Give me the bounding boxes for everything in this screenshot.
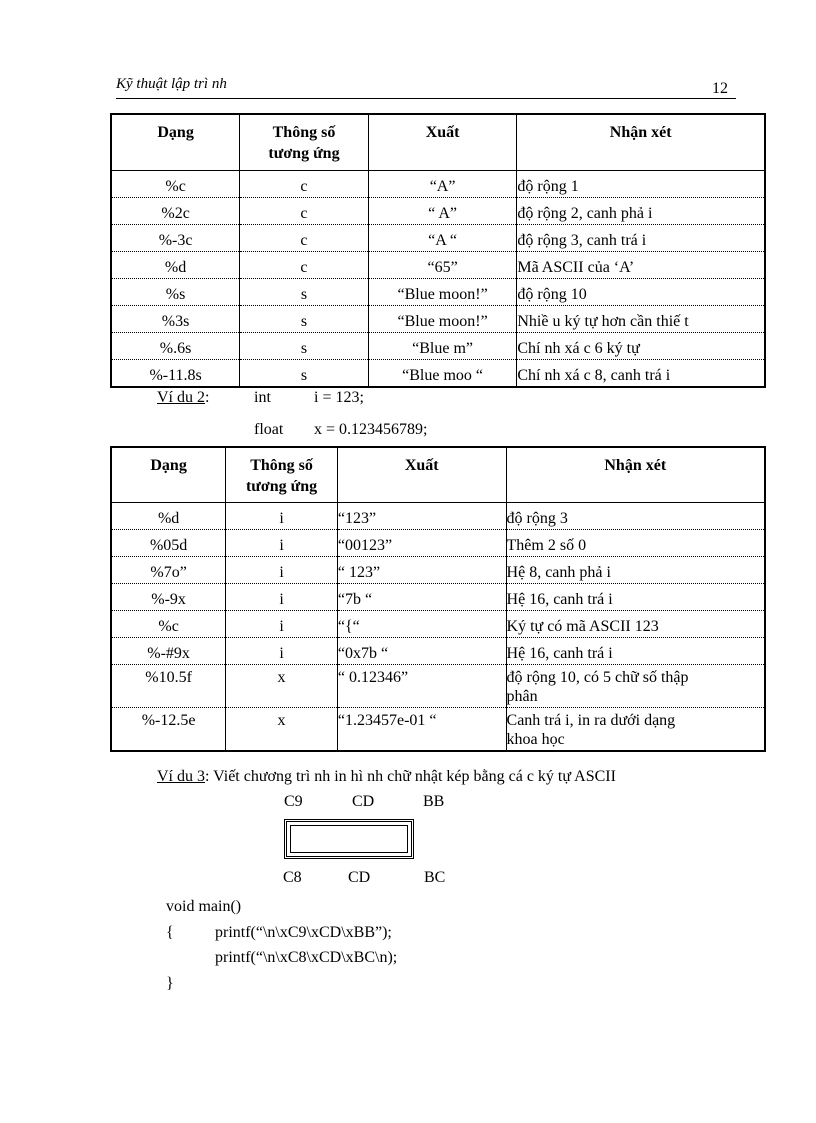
example2-int-type: int xyxy=(254,389,271,406)
table-row xyxy=(111,502,765,529)
double-border-inner xyxy=(290,825,408,853)
table-cell: i xyxy=(226,637,338,664)
table-row xyxy=(111,664,765,707)
table-cell: %10.5f xyxy=(111,664,226,707)
table-cell: Chí nh xá c 8, canh trá i xyxy=(517,359,765,387)
table-row xyxy=(111,305,765,332)
table-cell: “ A” xyxy=(368,197,517,224)
table-row xyxy=(111,170,765,197)
table-cell: i xyxy=(226,556,338,583)
example3-heading xyxy=(157,768,616,786)
table-cell: %7o” xyxy=(111,556,226,583)
box-bottom-middle-code: CD xyxy=(348,869,371,886)
table-cell: độ rộng 10, có 5 chữ số thập phân xyxy=(506,664,765,707)
table-cell: Hệ 16, canh trá i xyxy=(506,637,765,664)
example2-heading xyxy=(157,389,209,407)
table-cell: “123” xyxy=(337,502,506,529)
table-cell: s xyxy=(240,278,369,305)
example2-float-type: float xyxy=(254,421,284,438)
table-cell: i xyxy=(226,529,338,556)
table-cell: Hệ 16, canh trá i xyxy=(506,583,765,610)
example2-float-decl: x = 0.123456789; xyxy=(314,421,428,438)
table-cell: x xyxy=(226,707,338,751)
table-cell: “A “ xyxy=(368,224,517,251)
table-cell: s xyxy=(240,359,369,387)
table-row xyxy=(111,251,765,278)
table-cell: x xyxy=(226,664,338,707)
table2-header-output: Xuất xyxy=(337,447,506,502)
table-cell: độ rộng 2, canh phả i xyxy=(517,197,765,224)
table-cell: “1.23457e-01 “ xyxy=(337,707,506,751)
table-row xyxy=(111,610,765,637)
example3-text: : Viết chương trì nh in hì nh chữ nhật kép bằng cá c ký tự ASCII xyxy=(205,768,616,785)
table-cell: c xyxy=(240,197,369,224)
table-cell: độ rộng 3 xyxy=(506,502,765,529)
table-cell: độ rộng 10 xyxy=(517,278,765,305)
table-cell: %d xyxy=(111,502,226,529)
table-cell: i xyxy=(226,610,338,637)
table-row xyxy=(111,197,765,224)
page-number: 12 xyxy=(712,80,728,97)
table-cell: Hệ 8, canh phả i xyxy=(506,556,765,583)
table-cell: %-#9x xyxy=(111,637,226,664)
table-cell: “00123” xyxy=(337,529,506,556)
header-title: Kỹ thuật lập trì nh xyxy=(116,76,227,92)
table2-header-remark: Nhận xét xyxy=(506,447,765,502)
table-row xyxy=(111,637,765,664)
table-row xyxy=(111,224,765,251)
table-cell: “Blue m” xyxy=(368,332,517,359)
code-line-2: { xyxy=(166,924,174,941)
table2-header-format: Dạng xyxy=(111,447,226,502)
code-line-4: printf(“\n\xC8\xCD\xBC\n); xyxy=(215,949,398,966)
table1-header-format: Dạng xyxy=(111,114,240,170)
table-cell: “Blue moon!” xyxy=(368,305,517,332)
double-border-rectangle xyxy=(284,819,414,859)
table-cell: c xyxy=(240,251,369,278)
table-cell: “ 123” xyxy=(337,556,506,583)
table-cell: i xyxy=(226,502,338,529)
box-bottom-right-code: BC xyxy=(424,869,446,886)
table-cell: %-3c xyxy=(111,224,240,251)
table-cell: “65” xyxy=(368,251,517,278)
page-header xyxy=(116,76,736,99)
code-line-1: void main() xyxy=(166,898,242,915)
table-row xyxy=(111,332,765,359)
table-cell: Chí nh xá c 6 ký tự xyxy=(517,332,765,359)
box-top-left-code: C9 xyxy=(284,793,303,810)
table-cell: Thêm 2 số 0 xyxy=(506,529,765,556)
table-cell: “A” xyxy=(368,170,517,197)
table-cell: s xyxy=(240,305,369,332)
table1-header-output: Xuất xyxy=(368,114,517,170)
table-row xyxy=(111,278,765,305)
table-cell: “{“ xyxy=(337,610,506,637)
table-cell: %-11.8s xyxy=(111,359,240,387)
table-cell: “7b “ xyxy=(337,583,506,610)
table-cell: Mã ASCII của ‘A’ xyxy=(517,251,765,278)
table-cell: Nhiề u ký tự hơn cần thiế t xyxy=(517,305,765,332)
table-row xyxy=(111,556,765,583)
table-cell: %3s xyxy=(111,305,240,332)
format-table-2 xyxy=(110,446,766,752)
code-line-3: printf(“\n\xC9\xCD\xBB”); xyxy=(215,924,392,941)
box-top-middle-code: CD xyxy=(352,793,375,810)
table-cell: %s xyxy=(111,278,240,305)
table-cell: Canh trá i, in ra dưới dạng khoa học xyxy=(506,707,765,751)
box-top-right-code: BB xyxy=(423,793,445,810)
table-cell: %2c xyxy=(111,197,240,224)
table-cell: độ rộng 1 xyxy=(517,170,765,197)
table-cell: Ký tự có mã ASCII 123 xyxy=(506,610,765,637)
table-row xyxy=(111,583,765,610)
table-cell: “ 0.12346” xyxy=(337,664,506,707)
example2-int-decl: i = 123; xyxy=(314,389,364,406)
table-cell: “0x7b “ xyxy=(337,637,506,664)
table-cell: c xyxy=(240,170,369,197)
table-cell: %c xyxy=(111,610,226,637)
box-bottom-left-code: C8 xyxy=(283,869,302,886)
table2-header-param: Thông số tương ứng xyxy=(226,447,338,502)
table-cell: c xyxy=(240,224,369,251)
format-table-1 xyxy=(110,113,766,388)
table-row xyxy=(111,359,765,387)
table-cell: %-9x xyxy=(111,583,226,610)
table-cell: s xyxy=(240,332,369,359)
table-row xyxy=(111,707,765,751)
table-cell: “Blue moo “ xyxy=(368,359,517,387)
table-cell: %-12.5e xyxy=(111,707,226,751)
table-cell: %d xyxy=(111,251,240,278)
table-cell: i xyxy=(226,583,338,610)
table-row xyxy=(111,529,765,556)
example2-label: Ví du 2 xyxy=(157,389,205,406)
table-cell: “Blue moon!” xyxy=(368,278,517,305)
table-cell: độ rộng 3, canh trá i xyxy=(517,224,765,251)
table-cell: %05d xyxy=(111,529,226,556)
example3-label: Ví du 3 xyxy=(157,768,205,785)
code-line-5: } xyxy=(166,975,174,992)
table-cell: %c xyxy=(111,170,240,197)
table1-header-remark: Nhận xét xyxy=(517,114,765,170)
table-cell: %.6s xyxy=(111,332,240,359)
table1-header-param: Thông số tương ứng xyxy=(240,114,369,170)
example2-colon: : xyxy=(205,389,210,406)
